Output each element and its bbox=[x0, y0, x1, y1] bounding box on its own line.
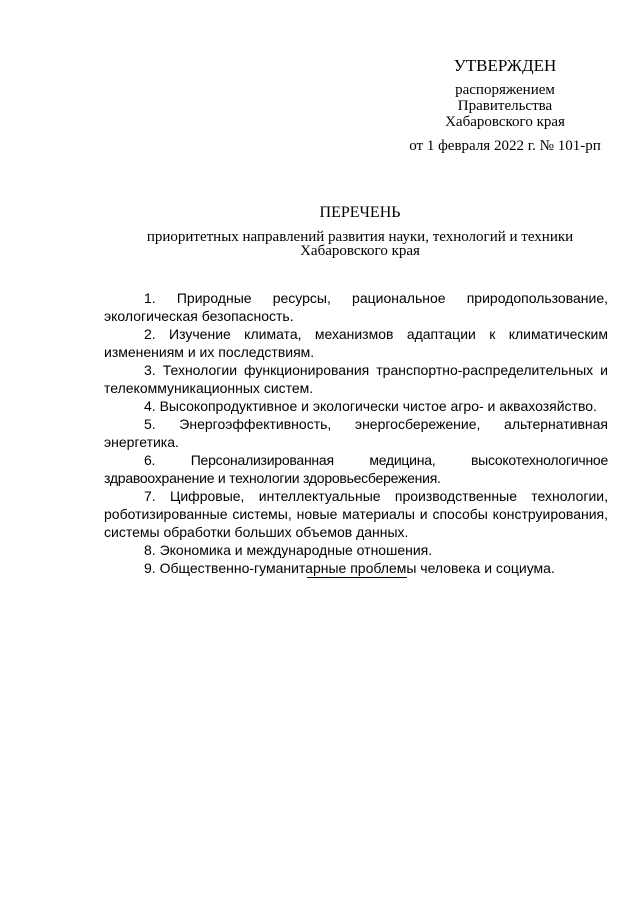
document-subtitle-line: приоритетных направлений развития науки, технологий и техники bbox=[146, 229, 574, 245]
list-item: 7. Цифровые, интеллектуальные производственные технологии, роботизированные системы, новые материалы и способы конструирования, системы обработки больших объемов данных. bbox=[104, 488, 608, 540]
list-item: 3. Технологии функционирования транспортно-распределительных и телекоммуникационных систем. bbox=[104, 362, 608, 396]
list-item: 4. Высокопродуктивное и экологически чистое агро- и аквахозяйство. bbox=[144, 398, 597, 414]
list-item: 5. Энергоэффективность, энергосбережение, альтернативная энергетика. bbox=[104, 416, 608, 450]
approval-line: распоряжением bbox=[455, 82, 555, 98]
document-subtitle-line: Хабаровского края bbox=[300, 243, 420, 259]
list-item: 9. Общественно-гуманитарные проблемы человека и социума. bbox=[144, 560, 555, 576]
list-item: 8. Экономика и международные отношения. bbox=[144, 542, 433, 558]
document-title-block bbox=[100, 204, 620, 258]
list-item: 6. Персонализированная медицина, высокотехнологичное здравоохранение и технологии здоровьесбережения. bbox=[104, 452, 608, 486]
list-item: 1. Природные ресурсы, рациональное природопользование, экологическая безопасность. bbox=[104, 290, 608, 324]
approval-line: Хабаровского края bbox=[445, 114, 565, 130]
approval-block bbox=[400, 56, 610, 154]
priority-list bbox=[104, 289, 608, 577]
document-title: ПЕРЕЧЕНЬ bbox=[319, 204, 401, 221]
approval-heading: УТВЕРЖДЕН bbox=[453, 56, 557, 75]
approval-line: Правительства bbox=[457, 98, 553, 114]
approval-date-line: от 1 февраля 2022 г. № 101-рп bbox=[409, 138, 601, 154]
list-item: 2. Изучение климата, механизмов адаптации к климатическим изменениям и их последствиям. bbox=[104, 326, 608, 360]
closing-divider bbox=[307, 577, 407, 578]
